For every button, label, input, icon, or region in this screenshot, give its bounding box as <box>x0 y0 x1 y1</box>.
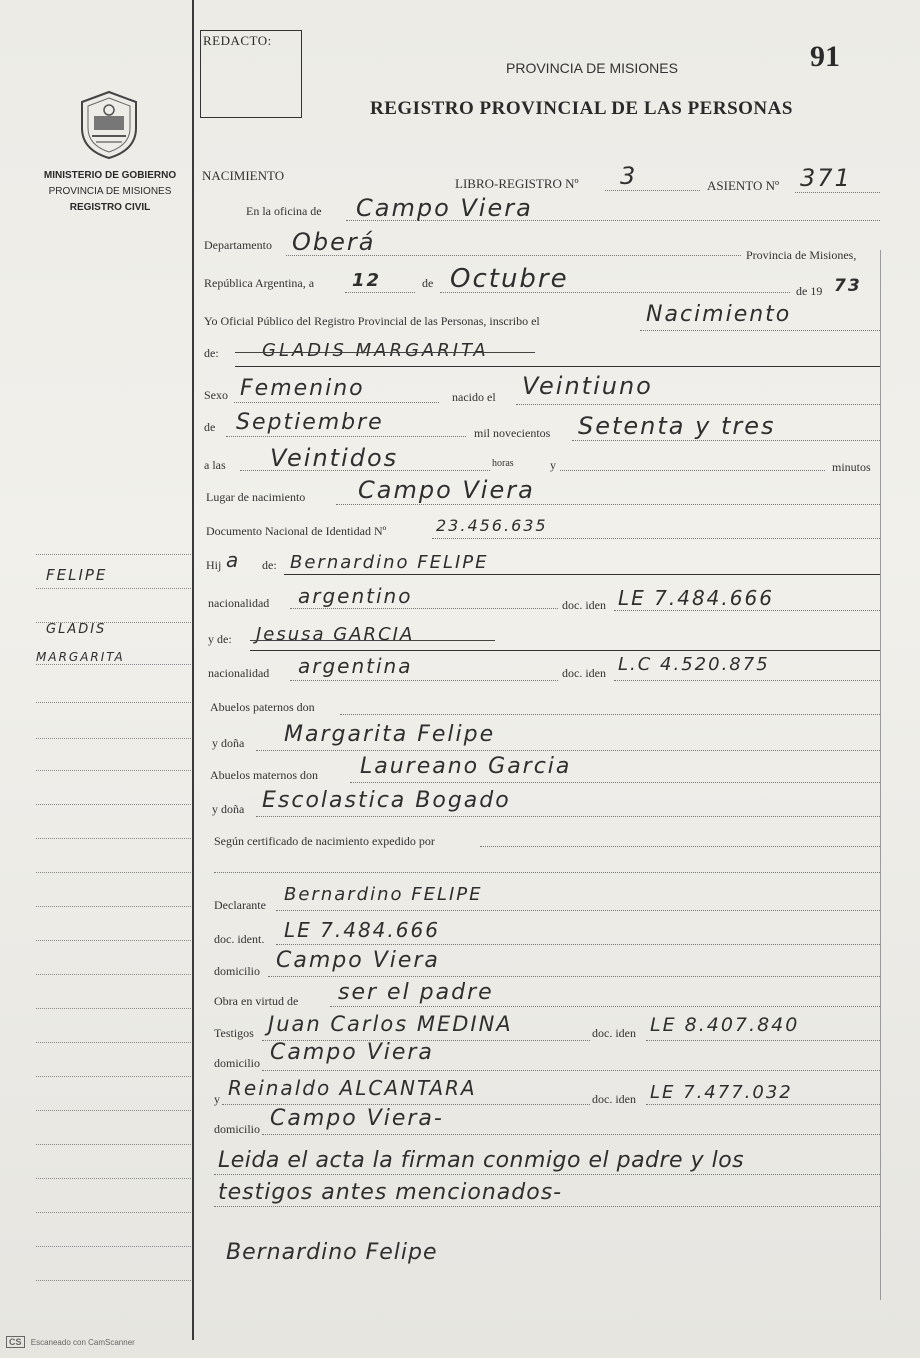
redacto-label: REDACTO: <box>203 33 272 48</box>
margin-note-firstname: GLADIS <box>46 622 107 637</box>
dotted-line <box>226 436 466 437</box>
docident-value: LE 7.484.666 <box>284 918 440 942</box>
right-border <box>880 250 881 1300</box>
underline-rule <box>235 366 880 367</box>
alas-value: Veintidos <box>270 444 399 472</box>
horas-label: horas <box>492 458 514 469</box>
sexo-value: Femenino <box>240 376 365 401</box>
strike-line <box>235 352 535 353</box>
sexo-label: Sexo <box>204 388 228 402</box>
dotted-line <box>290 680 558 681</box>
nac2-label: nacionalidad <box>208 666 270 680</box>
dni-label: Documento Nacional de Identidad Nº <box>206 524 387 538</box>
dotted-line <box>605 190 700 191</box>
abuelos-pat-label: Abuelos paternos don <box>210 700 315 714</box>
dotted-line <box>646 1104 880 1105</box>
y2-label: y <box>214 1092 220 1106</box>
page-number: 91 <box>810 40 840 73</box>
anio-label: de 19 <box>796 284 823 298</box>
margin-line <box>36 1110 191 1111</box>
margin-line <box>36 1144 191 1145</box>
alas-label: a las <box>204 458 226 472</box>
docid2-label: doc. iden <box>562 666 606 680</box>
dotted-line <box>480 846 880 847</box>
dotted-line <box>572 440 880 441</box>
dia-value: 12 <box>352 270 382 291</box>
dotted-line <box>214 1174 880 1175</box>
mil-label: mil novecientos <box>474 426 551 440</box>
dotted-line <box>614 610 880 611</box>
dotted-line <box>345 292 415 293</box>
dotted-line <box>268 976 880 977</box>
testigo1-doc-value: LE 8.407.840 <box>650 1014 800 1036</box>
dotted-line <box>234 402 439 403</box>
dotted-line <box>440 292 790 293</box>
libro-label: LIBRO-REGISTRO Nº <box>455 176 579 191</box>
lugar-label: Lugar de nacimiento <box>206 490 306 504</box>
dotted-line <box>646 1040 880 1041</box>
minutos-label: minutos <box>832 460 871 474</box>
margin-line <box>36 1280 191 1281</box>
mes-nac-value: Septiembre <box>236 410 384 435</box>
domicilio3-label: domicilio <box>214 1122 260 1136</box>
margin-line <box>36 664 191 665</box>
departamento-value: Oberá <box>292 228 376 256</box>
nacido-label: nacido el <box>452 390 496 404</box>
dotted-line <box>516 404 880 405</box>
scanner-text: Escaneado con CamScanner <box>30 1338 135 1347</box>
nombre-value: GLADIS MARGARITA <box>262 340 489 361</box>
mes-value: Octubre <box>450 264 569 294</box>
hija-label: Hij <box>206 558 222 572</box>
dotted-line <box>256 816 880 817</box>
margin-line <box>36 554 191 555</box>
margin-line <box>36 1008 191 1009</box>
nac1-value: argentino <box>298 584 413 608</box>
oficina-label: En la oficina de <box>246 204 322 218</box>
ministry-block <box>30 168 190 216</box>
oficial-label: Yo Oficial Público del Registro Provincial de las Personas, inscribo el <box>204 314 540 328</box>
yde-label: y de: <box>208 632 232 646</box>
domicilio2-label: domicilio <box>214 1056 260 1070</box>
margin-line <box>36 1212 191 1213</box>
margin-line <box>36 872 191 873</box>
declarante-label: Declarante <box>214 898 266 912</box>
asiento-value: 371 <box>800 164 852 192</box>
nacimiento-label: NACIMIENTO <box>202 168 285 183</box>
testigo1-doc-label: doc. iden <box>592 1026 636 1040</box>
dotted-line <box>214 1206 880 1207</box>
dotted-line <box>262 1134 880 1135</box>
margin-line <box>36 702 191 703</box>
segun-label: Según certificado de nacimiento expedido por <box>214 834 435 848</box>
ydona1-label: y doña <box>212 736 245 750</box>
de-label: de <box>422 276 434 290</box>
dotted-line <box>614 680 880 681</box>
oficial-value: Nacimiento <box>646 302 792 327</box>
dotted-line <box>336 504 880 505</box>
dotted-line <box>214 872 880 873</box>
asiento-label: ASIENTO Nº <box>707 178 780 193</box>
margin-line <box>36 738 191 739</box>
provincial-seal <box>74 88 144 162</box>
hija-suffix: a <box>226 548 241 572</box>
dotted-line <box>432 538 880 539</box>
dotted-line <box>262 1070 880 1071</box>
signature: Bernardino Felipe <box>226 1240 438 1265</box>
oficina-value: Campo Viera <box>356 194 533 222</box>
dotted-line <box>276 910 880 911</box>
redacto-box <box>200 30 302 118</box>
dotted-line <box>240 470 490 471</box>
obra-label: Obra en virtud de <box>214 994 299 1008</box>
margin-line <box>36 974 191 975</box>
margin-divider <box>192 0 194 1340</box>
domicilio3-value: Campo Viera- <box>270 1106 444 1131</box>
docid1-value: LE 7.484.666 <box>618 586 774 610</box>
margin-note-middlename: MARGARITA <box>36 650 125 664</box>
margin-note-surname: FELIPE <box>46 566 108 584</box>
dotted-line <box>340 714 880 715</box>
margin-line <box>36 940 191 941</box>
margin-line <box>36 588 191 589</box>
nac1-label: nacionalidad <box>208 596 270 610</box>
ministry-label: MINISTERIO DE GOBIERNO <box>43 170 177 181</box>
camscanner-icon: CS <box>6 1336 25 1348</box>
madre-value: Jesusa GARCIA <box>256 624 415 645</box>
lugar-value: Campo Viera <box>358 476 535 504</box>
de3-label: de <box>204 420 216 434</box>
dotted-line <box>330 1006 880 1007</box>
margin-line <box>36 1178 191 1179</box>
provincia-label: Provincia de Misiones, <box>746 248 857 262</box>
underline-rule <box>284 574 880 575</box>
closing-line-2: testigos antes mencionados- <box>218 1180 563 1205</box>
obra-value: ser el padre <box>338 980 494 1005</box>
testigo2-value: Reinaldo ALCANTARA <box>228 1076 477 1100</box>
province-title: PROVINCIA DE MISIONES <box>506 60 678 76</box>
province-label: PROVINCIA DE MISIONES <box>48 186 172 197</box>
margin-line <box>36 1042 191 1043</box>
dotted-line <box>640 330 880 331</box>
hija-de-label: de: <box>262 558 277 572</box>
dotted-line <box>350 782 880 783</box>
testigo2-doc-value: LE 7.477.032 <box>650 1082 793 1103</box>
y-label: y <box>550 458 556 472</box>
registry-title: REGISTRO PROVINCIAL DE LAS PERSONAS <box>370 98 793 119</box>
margin-line <box>36 1076 191 1077</box>
departamento-label: Departamento <box>204 238 272 252</box>
mil-value: Setenta y tres <box>578 412 776 440</box>
margin-line <box>36 1246 191 1247</box>
dotted-line <box>560 470 825 471</box>
anio-value: 73 <box>834 276 862 296</box>
strike-line <box>250 640 495 641</box>
dotted-line <box>795 192 880 193</box>
de2-label: de: <box>204 346 219 360</box>
ydona2-label: y doña <box>212 802 245 816</box>
closing-line-1: Leida el acta la firman conmigo el padre y los <box>218 1148 745 1173</box>
nacido-value: Veintiuno <box>522 372 653 400</box>
underline-rule <box>250 650 880 651</box>
dotted-line <box>286 255 741 256</box>
docid2-value: L.C 4.520.875 <box>618 654 770 675</box>
testigo1-value: Juan Carlos MEDINA <box>268 1012 513 1036</box>
registro-civil-label: REGISTRO CIVIL <box>69 202 151 213</box>
margin-line <box>36 770 191 771</box>
abuela-mat-value: Escolastica Bogado <box>262 788 511 813</box>
padre-value: Bernardino FELIPE <box>290 552 489 573</box>
dotted-line <box>222 1104 590 1105</box>
abuela-pat-value: Margarita Felipe <box>284 722 496 747</box>
domicilio1-label: domicilio <box>214 964 260 978</box>
docid1-label: doc. iden <box>562 598 606 612</box>
dotted-line <box>276 944 880 945</box>
margin-line <box>36 838 191 839</box>
domicilio2-value: Campo Viera <box>270 1040 434 1065</box>
testigos-label: Testigos <box>214 1026 254 1040</box>
libro-value: 3 <box>620 162 638 190</box>
docident-label: doc. ident. <box>214 932 265 946</box>
dotted-line <box>290 608 558 609</box>
margin-line <box>36 906 191 907</box>
republica-label: República Argentina, a <box>204 276 315 290</box>
abuelo-mat-value: Laureano Garcia <box>360 754 572 779</box>
nac2-value: argentina <box>298 654 413 678</box>
declarante-value: Bernardino FELIPE <box>284 884 483 905</box>
scanner-footer <box>6 1336 135 1348</box>
abuelos-mat-label: Abuelos maternos don <box>210 768 318 782</box>
dotted-line <box>346 220 880 221</box>
testigo2-doc-label: doc. iden <box>592 1092 636 1106</box>
dotted-line <box>256 750 880 751</box>
domicilio1-value: Campo Viera <box>276 948 440 973</box>
dni-value: 23.456.635 <box>436 516 548 535</box>
margin-line <box>36 804 191 805</box>
